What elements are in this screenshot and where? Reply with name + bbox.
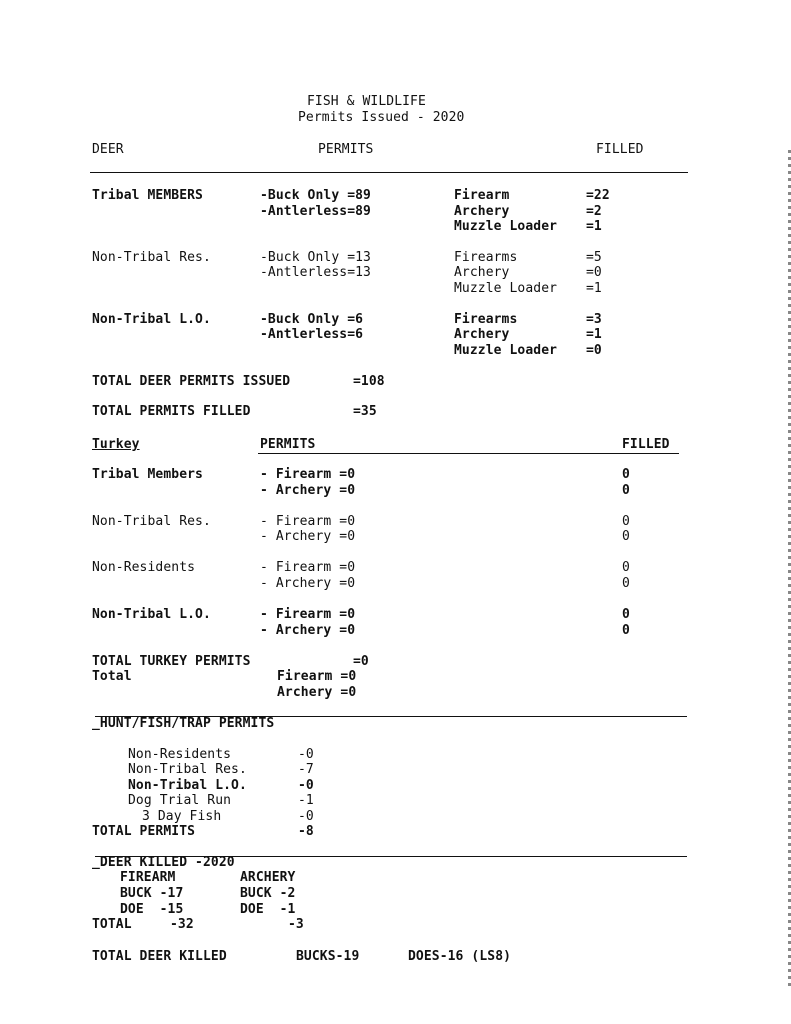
turkey-header-rule — [258, 453, 679, 454]
total-permits-filled-label: TOTAL PERMITS FILLED — [92, 404, 251, 419]
turkey-permit-line: - Firearm =0 — [260, 607, 356, 622]
killed-total-archery: -3 — [288, 917, 304, 932]
turkey-total-firearm: Firearm =0 — [277, 669, 357, 684]
deer-filled-type: Muzzle Loader — [454, 281, 558, 296]
turkey-filled-value: 0 — [622, 607, 630, 622]
turkey-permit-line: - Archery =0 — [260, 529, 356, 544]
killed-col-firearm: FIREARM — [120, 870, 176, 885]
page-subtitle: Permits Issued - 2020 — [298, 110, 465, 125]
hunt-section-heading: _HUNT/FISH/TRAP PERMITS — [92, 716, 275, 731]
deer-col-header: DEER — [92, 142, 124, 157]
turkey-filled-value: 0 — [622, 576, 630, 591]
total-turkey-permits-value: =0 — [353, 654, 369, 669]
deer-header-rule — [90, 172, 688, 173]
deer-permit-line: -Buck Only =13 — [260, 250, 371, 265]
deer-filled-type: Muzzle Loader — [454, 219, 558, 234]
total-turkey-permits-label: TOTAL TURKEY PERMITS — [92, 654, 251, 669]
total-deer-permits-label: TOTAL DEER PERMITS ISSUED — [92, 374, 291, 389]
hunt-row-value: -0 — [298, 809, 314, 824]
deer-filled-type: Firearms — [454, 250, 518, 265]
deer-filled-value: =1 — [586, 281, 602, 296]
total-deer-permits-value: =108 — [353, 374, 385, 389]
hunt-row-value: -1 — [298, 793, 314, 808]
killed-col-archery: ARCHERY — [240, 870, 296, 885]
turkey-filled-value: 0 — [622, 483, 630, 498]
turkey-permit-line: - Archery =0 — [260, 576, 356, 591]
hunt-row-label: Dog Trial Run — [128, 793, 232, 808]
deer-group-name: Tribal MEMBERS — [92, 188, 203, 203]
deer-permit-line: -Buck Only =6 — [260, 312, 364, 327]
killed-section-heading: _DEER KILLED -2020 — [92, 855, 235, 870]
deer-filled-value: =3 — [586, 312, 602, 327]
killed-total-label: TOTAL — [92, 917, 132, 932]
hunt-row-label: Non-Tribal L.O. — [128, 778, 247, 793]
deer-filled-value: =2 — [586, 204, 602, 219]
turkey-filled-value: 0 — [622, 560, 630, 575]
turkey-permit-line: - Firearm =0 — [260, 467, 356, 482]
killed-doe-firearm: DOE -15 — [120, 902, 184, 917]
deer-permit-line: -Buck Only =89 — [260, 188, 371, 203]
total-deer-killed-label: TOTAL DEER KILLED — [92, 949, 227, 964]
turkey-group-name: Non-Residents — [92, 560, 196, 575]
hunt-total-value: -8 — [298, 824, 314, 839]
total-deer-killed-does: DOES-16 (LS8) — [408, 949, 512, 964]
deer-filled-type: Firearm — [454, 188, 510, 203]
hunt-row-value: -0 — [298, 778, 314, 793]
deer-filled-value: =5 — [586, 250, 602, 265]
deer-filled-value: =1 — [586, 327, 602, 342]
deer-permit-line: -Antlerless=6 — [260, 327, 364, 342]
deer-permits-col-header: PERMITS — [318, 142, 374, 157]
deer-filled-type: Archery — [454, 327, 510, 342]
hunt-row-value: -0 — [298, 747, 314, 762]
page-title: FISH & WILDLIFE — [307, 94, 426, 109]
deer-filled-value: =0 — [586, 265, 602, 280]
turkey-filled-value: 0 — [622, 514, 630, 529]
deer-filled-type: Archery — [454, 265, 510, 280]
killed-buck-firearm: BUCK -17 — [120, 886, 184, 901]
killed-total-firearm: -32 — [170, 917, 194, 932]
turkey-col-header: Turkey — [92, 437, 140, 452]
deer-filled-type: Muzzle Loader — [454, 343, 558, 358]
turkey-filled-value: 0 — [622, 529, 630, 544]
turkey-permits-col-header: PERMITS — [260, 437, 316, 452]
deer-filled-type: Archery — [454, 204, 510, 219]
turkey-group-name: Non-Tribal Res. — [92, 514, 211, 529]
turkey-filled-col-header: FILLED — [622, 437, 670, 452]
turkey-group-name: Tribal Members — [92, 467, 203, 482]
killed-buck-archery: BUCK -2 — [240, 886, 296, 901]
turkey-group-name: Non-Tribal L.O. — [92, 607, 211, 622]
deer-filled-value: =1 — [586, 219, 602, 234]
hunt-row-value: -7 — [298, 762, 314, 777]
deer-filled-value: =22 — [586, 188, 610, 203]
deer-permit-line: -Antlerless=13 — [260, 265, 371, 280]
turkey-filled-value: 0 — [622, 623, 630, 638]
hunt-row-label: Non-Tribal Res. — [128, 762, 247, 777]
turkey-permit-line: - Firearm =0 — [260, 560, 356, 575]
turkey-permit-line: - Firearm =0 — [260, 514, 356, 529]
turkey-total-archery: Archery =0 — [277, 685, 357, 700]
hunt-row-label: 3 Day Fish — [142, 809, 222, 824]
killed-doe-archery: DOE -1 — [240, 902, 296, 917]
hunt-total-label: TOTAL PERMITS — [92, 824, 196, 839]
turkey-permit-line: - Archery =0 — [260, 623, 356, 638]
turkey-permit-line: - Archery =0 — [260, 483, 356, 498]
deer-filled-col-header: FILLED — [596, 142, 644, 157]
hunt-row-label: Non-Residents — [128, 747, 232, 762]
turkey-filled-value: 0 — [622, 467, 630, 482]
deer-filled-value: =0 — [586, 343, 602, 358]
deer-permit-line: -Antlerless=89 — [260, 204, 371, 219]
total-permits-filled-value: =35 — [353, 404, 377, 419]
deer-group-name: Non-Tribal L.O. — [92, 312, 211, 327]
deer-filled-type: Firearms — [454, 312, 518, 327]
turkey-total-label: Total — [92, 669, 132, 684]
total-deer-killed-bucks: BUCKS-19 — [296, 949, 360, 964]
deer-group-name: Non-Tribal Res. — [92, 250, 211, 265]
